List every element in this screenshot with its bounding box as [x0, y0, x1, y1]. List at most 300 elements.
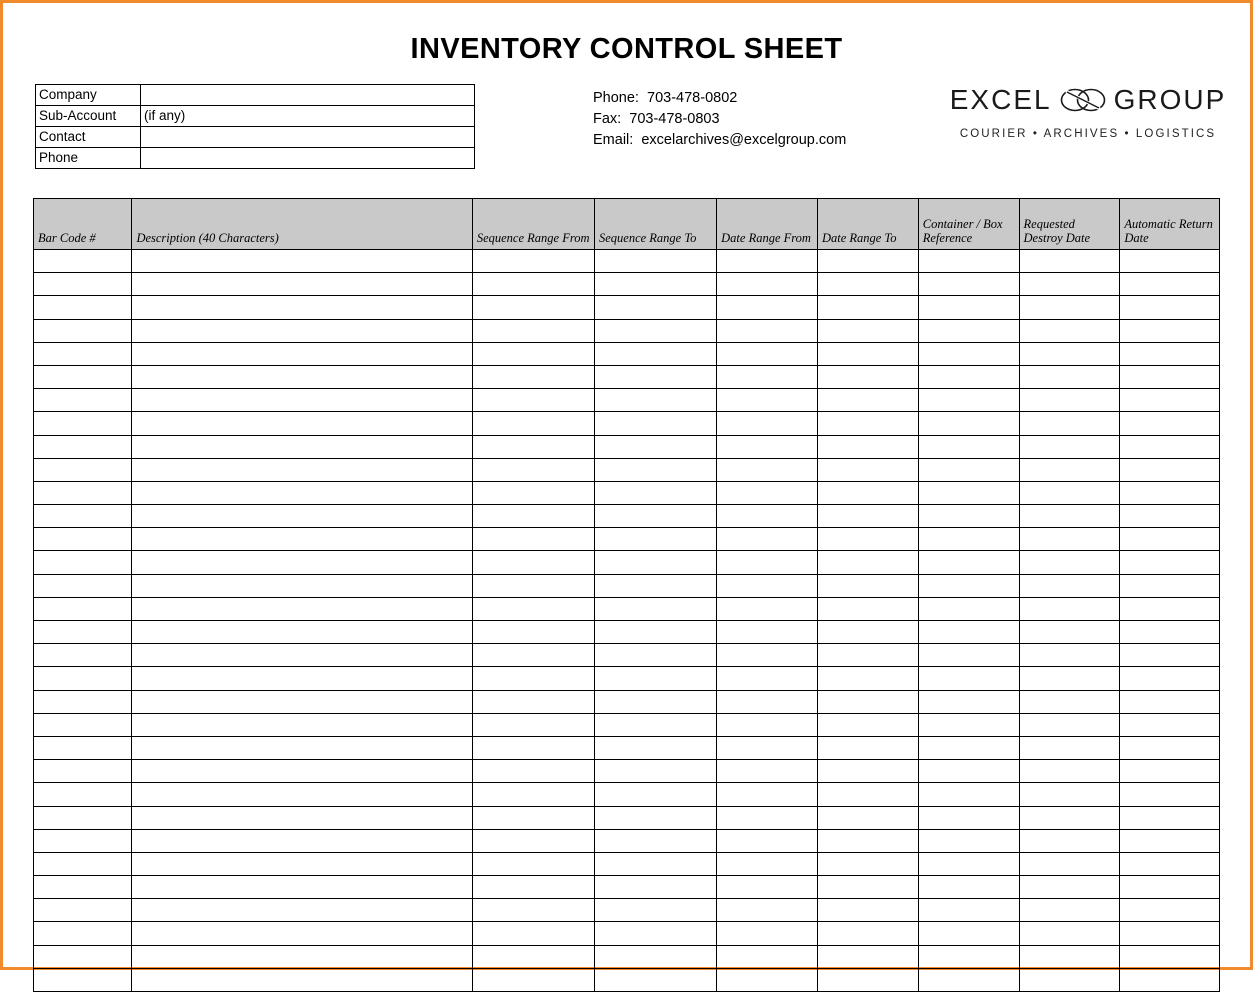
grid-cell[interactable] — [472, 389, 594, 412]
grid-cell[interactable] — [717, 852, 818, 875]
grid-cell[interactable] — [34, 296, 132, 319]
grid-cell[interactable] — [594, 968, 716, 991]
grid-cell[interactable] — [594, 528, 716, 551]
grid-cell[interactable] — [1120, 922, 1220, 945]
grid-cell[interactable] — [918, 876, 1019, 899]
grid-cell[interactable] — [472, 852, 594, 875]
grid-cell[interactable] — [132, 968, 472, 991]
grid-cell[interactable] — [1019, 528, 1120, 551]
grid-cell[interactable] — [132, 481, 472, 504]
grid-cell[interactable] — [918, 481, 1019, 504]
grid-cell[interactable] — [717, 736, 818, 759]
grid-cell[interactable] — [34, 342, 132, 365]
grid-cell[interactable] — [472, 458, 594, 481]
grid-cell[interactable] — [918, 365, 1019, 388]
grid-cell[interactable] — [918, 505, 1019, 528]
grid-cell[interactable] — [817, 435, 918, 458]
grid-cell[interactable] — [594, 736, 716, 759]
grid-cell[interactable] — [1120, 644, 1220, 667]
grid-cell[interactable] — [34, 621, 132, 644]
grid-cell[interactable] — [132, 412, 472, 435]
company-info-table — [35, 84, 475, 169]
grid-cell[interactable] — [132, 736, 472, 759]
grid-cell[interactable] — [1019, 389, 1120, 412]
grid-cell[interactable] — [34, 945, 132, 968]
grid-cell[interactable] — [717, 644, 818, 667]
grid-cell[interactable] — [472, 736, 594, 759]
grid-cell[interactable] — [132, 342, 472, 365]
grid-cell[interactable] — [34, 389, 132, 412]
grid-cell[interactable] — [132, 435, 472, 458]
grid-cell[interactable] — [594, 296, 716, 319]
grid-cell[interactable] — [717, 760, 818, 783]
grid-cell[interactable] — [1120, 713, 1220, 736]
contact-value[interactable] — [141, 127, 475, 148]
grid-cell[interactable] — [1019, 736, 1120, 759]
grid-cell[interactable] — [717, 690, 818, 713]
grid-cell[interactable] — [34, 481, 132, 504]
table-row — [34, 574, 1220, 597]
grid-cell[interactable] — [717, 899, 818, 922]
grid-cell[interactable] — [918, 644, 1019, 667]
grid-cell[interactable] — [717, 505, 818, 528]
grid-cell[interactable] — [132, 829, 472, 852]
grid-cell[interactable] — [817, 296, 918, 319]
grid-cell[interactable] — [1019, 713, 1120, 736]
grid-cell[interactable] — [34, 968, 132, 991]
grid-cell[interactable] — [918, 250, 1019, 273]
grid-cell[interactable] — [594, 481, 716, 504]
grid-cell[interactable] — [918, 690, 1019, 713]
grid-cell[interactable] — [594, 829, 716, 852]
grid-cell[interactable] — [1019, 876, 1120, 899]
grid-cell[interactable] — [1120, 389, 1220, 412]
grid-cell[interactable] — [34, 783, 132, 806]
grid-cell[interactable] — [34, 806, 132, 829]
grid-cell[interactable] — [132, 365, 472, 388]
grid-cell[interactable] — [132, 528, 472, 551]
table-row — [34, 273, 1220, 296]
grid-cell[interactable] — [472, 713, 594, 736]
grid-cell[interactable] — [1019, 899, 1120, 922]
grid-cell[interactable] — [1120, 250, 1220, 273]
grid-cell[interactable] — [472, 968, 594, 991]
grid-cell[interactable] — [472, 667, 594, 690]
grid-cell[interactable] — [594, 760, 716, 783]
grid-cell[interactable] — [717, 528, 818, 551]
grid-cell[interactable] — [1120, 319, 1220, 342]
grid-cell[interactable] — [34, 435, 132, 458]
grid-cell[interactable] — [817, 273, 918, 296]
grid-cell[interactable] — [918, 597, 1019, 620]
grid-cell[interactable] — [472, 250, 594, 273]
grid-cell[interactable] — [1019, 412, 1120, 435]
grid-cell[interactable] — [717, 621, 818, 644]
grid-cell[interactable] — [34, 644, 132, 667]
grid-cell[interactable] — [817, 458, 918, 481]
grid-cell[interactable] — [594, 690, 716, 713]
grid-cell[interactable] — [594, 342, 716, 365]
grid-cell[interactable] — [817, 342, 918, 365]
phone-value[interactable] — [141, 148, 475, 169]
grid-cell[interactable] — [472, 783, 594, 806]
grid-cell[interactable] — [472, 945, 594, 968]
grid-cell[interactable] — [1120, 342, 1220, 365]
grid-cell[interactable] — [34, 899, 132, 922]
grid-cell[interactable] — [472, 481, 594, 504]
grid-cell[interactable] — [1019, 806, 1120, 829]
grid-cell[interactable] — [1019, 319, 1120, 342]
grid-cell[interactable] — [34, 458, 132, 481]
grid-cell[interactable] — [817, 876, 918, 899]
grid-cell[interactable] — [472, 621, 594, 644]
grid-cell[interactable] — [817, 945, 918, 968]
grid-cell[interactable] — [717, 273, 818, 296]
grid-cell[interactable] — [594, 899, 716, 922]
grid-cell[interactable] — [717, 713, 818, 736]
grid-cell[interactable] — [132, 899, 472, 922]
grid-cell[interactable] — [472, 505, 594, 528]
grid-cell[interactable] — [1120, 574, 1220, 597]
grid-cell[interactable] — [817, 806, 918, 829]
grid-cell[interactable] — [1019, 644, 1120, 667]
grid-cell[interactable] — [918, 551, 1019, 574]
grid-cell[interactable] — [1120, 852, 1220, 875]
grid-cell[interactable] — [918, 574, 1019, 597]
grid-cell[interactable] — [594, 852, 716, 875]
grid-cell[interactable] — [472, 528, 594, 551]
table-row — [36, 127, 475, 148]
grid-cell[interactable] — [594, 273, 716, 296]
grid-cell[interactable] — [132, 551, 472, 574]
grid-cell[interactable] — [1120, 736, 1220, 759]
grid-cell[interactable] — [817, 412, 918, 435]
contact-email-value[interactable]: excelarchives@excelgroup.com — [641, 132, 847, 148]
grid-cell[interactable] — [717, 250, 818, 273]
grid-cell[interactable] — [34, 319, 132, 342]
grid-cell[interactable] — [1120, 783, 1220, 806]
grid-cell[interactable] — [1019, 435, 1120, 458]
grid-cell[interactable] — [132, 273, 472, 296]
grid-cell[interactable] — [717, 945, 818, 968]
grid-cell[interactable] — [1120, 899, 1220, 922]
grid-cell[interactable] — [472, 806, 594, 829]
grid-cell[interactable] — [918, 736, 1019, 759]
grid-cell[interactable] — [918, 319, 1019, 342]
grid-cell[interactable] — [717, 458, 818, 481]
grid-cell[interactable] — [472, 273, 594, 296]
grid-cell[interactable] — [1120, 945, 1220, 968]
grid-cell[interactable] — [132, 783, 472, 806]
grid-cell[interactable] — [472, 574, 594, 597]
grid-cell[interactable] — [472, 319, 594, 342]
grid-cell[interactable] — [132, 945, 472, 968]
grid-cell[interactable] — [132, 296, 472, 319]
grid-cell[interactable] — [1019, 667, 1120, 690]
grid-cell[interactable] — [34, 690, 132, 713]
grid-cell[interactable] — [817, 968, 918, 991]
grid-cell[interactable] — [132, 389, 472, 412]
grid-cell[interactable] — [817, 389, 918, 412]
grid-cell[interactable] — [918, 829, 1019, 852]
grid-cell[interactable] — [1120, 412, 1220, 435]
grid-cell[interactable] — [918, 806, 1019, 829]
grid-cell[interactable] — [132, 852, 472, 875]
grid-cell[interactable] — [1120, 690, 1220, 713]
grid-cell[interactable] — [34, 250, 132, 273]
grid-cell[interactable] — [1120, 667, 1220, 690]
grid-cell[interactable] — [817, 250, 918, 273]
grid-cell[interactable] — [1019, 342, 1120, 365]
grid-cell[interactable] — [34, 852, 132, 875]
grid-cell[interactable] — [918, 899, 1019, 922]
sub-account-value[interactable]: (if any) — [141, 106, 475, 127]
grid-cell[interactable] — [472, 829, 594, 852]
grid-cell[interactable] — [717, 342, 818, 365]
grid-cell[interactable] — [132, 713, 472, 736]
grid-cell[interactable] — [717, 389, 818, 412]
grid-cell[interactable] — [1019, 783, 1120, 806]
grid-cell[interactable] — [1120, 597, 1220, 620]
grid-cell[interactable] — [717, 412, 818, 435]
grid-cell[interactable] — [918, 968, 1019, 991]
grid-cell[interactable] — [34, 574, 132, 597]
grid-cell[interactable] — [817, 319, 918, 342]
grid-cell[interactable] — [817, 574, 918, 597]
grid-cell[interactable] — [817, 713, 918, 736]
grid-cell[interactable] — [817, 365, 918, 388]
grid-cell[interactable] — [918, 342, 1019, 365]
grid-cell[interactable] — [132, 644, 472, 667]
grid-cell[interactable] — [1120, 296, 1220, 319]
grid-cell[interactable] — [817, 644, 918, 667]
grid-cell[interactable] — [472, 760, 594, 783]
grid-cell[interactable] — [1120, 435, 1220, 458]
grid-cell[interactable] — [717, 806, 818, 829]
grid-cell[interactable] — [1019, 852, 1120, 875]
grid-cell[interactable] — [817, 783, 918, 806]
grid-cell[interactable] — [1019, 690, 1120, 713]
grid-cell[interactable] — [1120, 481, 1220, 504]
grid-cell[interactable] — [594, 597, 716, 620]
grid-cell[interactable] — [717, 551, 818, 574]
grid-cell[interactable] — [132, 621, 472, 644]
grid-cell[interactable] — [717, 574, 818, 597]
grid-cell[interactable] — [717, 783, 818, 806]
grid-cell[interactable] — [594, 435, 716, 458]
grid-cell[interactable] — [594, 945, 716, 968]
grid-cell[interactable] — [594, 876, 716, 899]
grid-cell[interactable] — [717, 876, 818, 899]
grid-cell[interactable] — [1019, 597, 1120, 620]
grid-cell[interactable] — [34, 365, 132, 388]
grid-cell[interactable] — [34, 412, 132, 435]
grid-cell[interactable] — [132, 806, 472, 829]
grid-cell[interactable] — [918, 922, 1019, 945]
grid-cell[interactable] — [34, 713, 132, 736]
grid-cell[interactable] — [817, 922, 918, 945]
grid-cell[interactable] — [132, 922, 472, 945]
grid-cell[interactable] — [817, 760, 918, 783]
grid-cell[interactable] — [717, 667, 818, 690]
grid-cell[interactable] — [1019, 922, 1120, 945]
grid-cell[interactable] — [132, 319, 472, 342]
contact-email-label: Email: — [593, 132, 634, 148]
grid-cell[interactable] — [132, 876, 472, 899]
contact-phone-label: Phone: — [593, 90, 639, 106]
grid-cell[interactable] — [472, 899, 594, 922]
grid-cell[interactable] — [34, 273, 132, 296]
grid-cell[interactable] — [594, 319, 716, 342]
grid-cell[interactable] — [1019, 968, 1120, 991]
grid-cell[interactable] — [132, 505, 472, 528]
grid-cell[interactable] — [717, 968, 818, 991]
grid-cell[interactable] — [717, 829, 818, 852]
grid-cell[interactable] — [594, 551, 716, 574]
grid-cell[interactable] — [817, 852, 918, 875]
grid-cell[interactable] — [918, 713, 1019, 736]
grid-cell[interactable] — [132, 690, 472, 713]
grid-cell[interactable] — [34, 829, 132, 852]
grid-cell[interactable] — [472, 690, 594, 713]
grid-cell[interactable] — [472, 342, 594, 365]
grid-cell[interactable] — [1120, 551, 1220, 574]
grid-cell[interactable] — [594, 412, 716, 435]
grid-cell[interactable] — [717, 296, 818, 319]
grid-cell[interactable] — [1019, 296, 1120, 319]
grid-cell[interactable] — [1019, 250, 1120, 273]
grid-cell[interactable] — [918, 412, 1019, 435]
grid-cell[interactable] — [1019, 505, 1120, 528]
grid-cell[interactable] — [472, 922, 594, 945]
grid-cell[interactable] — [1120, 505, 1220, 528]
grid-cell[interactable] — [1019, 760, 1120, 783]
grid-cell[interactable] — [132, 667, 472, 690]
grid-cell[interactable] — [472, 551, 594, 574]
grid-cell[interactable] — [918, 783, 1019, 806]
grid-cell[interactable] — [594, 806, 716, 829]
grid-cell[interactable] — [34, 597, 132, 620]
grid-cell[interactable] — [594, 713, 716, 736]
grid-cell[interactable] — [918, 760, 1019, 783]
grid-cell[interactable] — [594, 574, 716, 597]
grid-cell[interactable] — [817, 736, 918, 759]
grid-cell[interactable] — [817, 481, 918, 504]
grid-cell[interactable] — [1120, 829, 1220, 852]
grid-cell[interactable] — [918, 389, 1019, 412]
grid-cell[interactable] — [1019, 273, 1120, 296]
grid-cell[interactable] — [918, 458, 1019, 481]
logo-word-right: GROUP — [1113, 84, 1227, 115]
grid-cell[interactable] — [34, 528, 132, 551]
grid-cell[interactable] — [472, 597, 594, 620]
grid-cell[interactable] — [1120, 760, 1220, 783]
grid-cell[interactable] — [817, 667, 918, 690]
grid-cell[interactable] — [817, 829, 918, 852]
grid-cell[interactable] — [918, 273, 1019, 296]
grid-cell[interactable] — [918, 852, 1019, 875]
grid-cell[interactable] — [472, 412, 594, 435]
grid-cell[interactable] — [918, 296, 1019, 319]
grid-cell[interactable] — [817, 690, 918, 713]
grid-cell[interactable] — [1019, 365, 1120, 388]
grid-cell[interactable] — [594, 505, 716, 528]
grid-cell[interactable] — [34, 551, 132, 574]
grid-cell[interactable] — [132, 760, 472, 783]
grid-cell[interactable] — [1120, 273, 1220, 296]
grid-cell[interactable] — [1120, 621, 1220, 644]
grid-cell[interactable] — [472, 435, 594, 458]
grid-cell[interactable] — [1120, 806, 1220, 829]
grid-cell[interactable] — [34, 876, 132, 899]
grid-cell[interactable] — [1019, 574, 1120, 597]
grid-cell[interactable] — [717, 597, 818, 620]
grid-cell[interactable] — [918, 621, 1019, 644]
grid-cell[interactable] — [1019, 829, 1120, 852]
grid-cell[interactable] — [1019, 945, 1120, 968]
grid-cell[interactable] — [594, 644, 716, 667]
grid-cell[interactable] — [1120, 876, 1220, 899]
grid-cell[interactable] — [594, 922, 716, 945]
grid-cell[interactable] — [717, 319, 818, 342]
grid-cell[interactable] — [594, 250, 716, 273]
grid-cell[interactable] — [717, 365, 818, 388]
grid-cell[interactable] — [1120, 458, 1220, 481]
grid-cell[interactable] — [817, 551, 918, 574]
company-value[interactable] — [141, 85, 475, 106]
grid-cell[interactable] — [132, 574, 472, 597]
grid-cell[interactable] — [1019, 458, 1120, 481]
grid-cell[interactable] — [1019, 481, 1120, 504]
grid-cell[interactable] — [817, 621, 918, 644]
grid-cell[interactable] — [1019, 621, 1120, 644]
grid-cell[interactable] — [472, 876, 594, 899]
grid-cell[interactable] — [817, 597, 918, 620]
grid-cell[interactable] — [918, 528, 1019, 551]
grid-cell[interactable] — [717, 435, 818, 458]
grid-cell[interactable] — [34, 922, 132, 945]
grid-cell[interactable] — [1019, 551, 1120, 574]
grid-cell[interactable] — [594, 667, 716, 690]
grid-cell[interactable] — [472, 296, 594, 319]
grid-cell[interactable] — [594, 389, 716, 412]
grid-cell[interactable] — [132, 458, 472, 481]
grid-cell[interactable] — [717, 922, 818, 945]
grid-cell[interactable] — [34, 505, 132, 528]
grid-cell[interactable] — [34, 736, 132, 759]
grid-cell[interactable] — [918, 667, 1019, 690]
grid-cell[interactable] — [817, 528, 918, 551]
grid-cell[interactable] — [34, 667, 132, 690]
grid-cell[interactable] — [918, 435, 1019, 458]
grid-cell[interactable] — [594, 365, 716, 388]
grid-cell[interactable] — [132, 250, 472, 273]
grid-cell[interactable] — [918, 945, 1019, 968]
grid-cell[interactable] — [472, 644, 594, 667]
grid-cell[interactable] — [594, 458, 716, 481]
grid-cell[interactable] — [1120, 528, 1220, 551]
grid-cell[interactable] — [817, 899, 918, 922]
grid-cell[interactable] — [34, 760, 132, 783]
grid-cell[interactable] — [594, 783, 716, 806]
grid-cell[interactable] — [594, 621, 716, 644]
grid-cell[interactable] — [817, 505, 918, 528]
grid-cell[interactable] — [717, 481, 818, 504]
grid-cell[interactable] — [132, 597, 472, 620]
grid-cell[interactable] — [1120, 968, 1220, 991]
grid-cell[interactable] — [472, 365, 594, 388]
grid-cell[interactable] — [1120, 365, 1220, 388]
